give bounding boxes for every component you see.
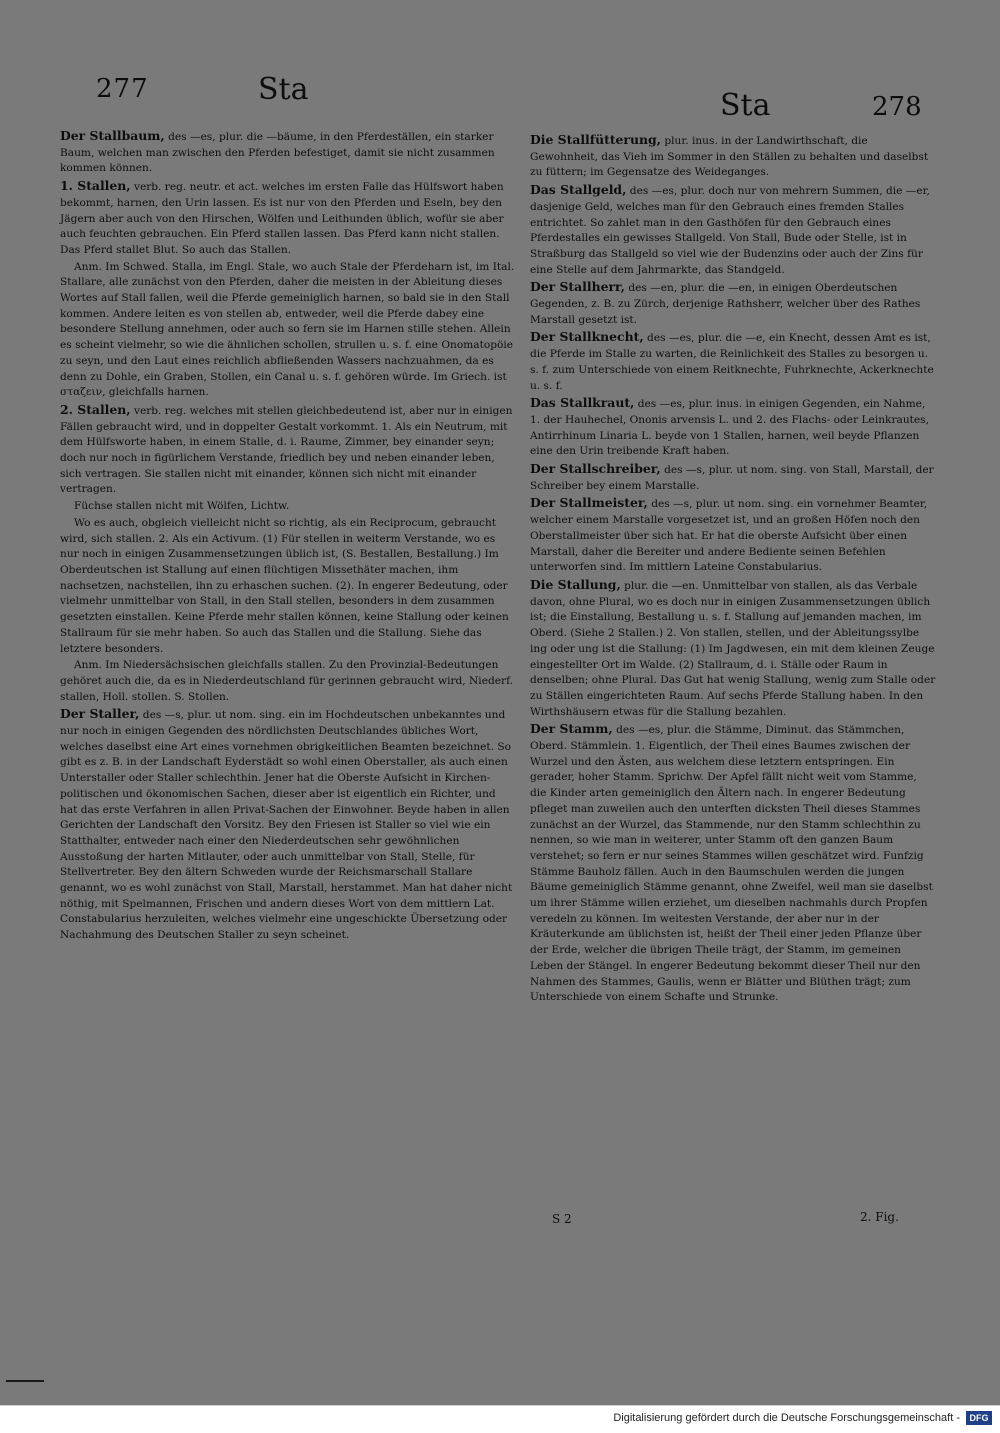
entry-text: des —es, plur. die —e, ein Knecht, dessen Amt es ist, die Pferde im Stalle zu warten, die Reinlichkeit des Stalles zu besorgen u. s. f. zum Unterschiede von einem Reitknechte, Fuhrknechte, Ackerknechte u. s. f. xyxy=(530,332,934,392)
entry-headword: 1. Stallen, xyxy=(60,178,131,194)
left-page-number: 277 xyxy=(96,74,149,104)
entry-text: des —s, plur. ut nom. sing. ein vornehmer Beamter, welcher einem Marstalle vorgesetzet ist, und an großen Höfen noch den Oberstallmeister über sich hat. Er hat die oberste Aufsicht über einen Marstall, daher die Bereiter und andere Bediente seinen Befehlen unterworfen sind. Im mittlern Lateine Constabularius. xyxy=(530,498,928,574)
entry-text: Wo es auch, obgleich vielleicht nicht so richtig, als ein Reciprocum, gebraucht wird, sich stallen. 2. Als ein Activum. (1) Für stellen in weiterm Verstande, wo es nur noch in einigen Zusammensetzungen üblich ist, (S. Bestallen, Bestallung.) Im Oberdeutschen ist Stallung auf einen flüchtigen Missethäter machen, ihm nachsetzen, nachstellen, ihn zu erhaschen suchen. (2). In engerer Bedeutung, oder vielmehr unmittelbar von Stall, in den Stall stellen, besonders in dem zusammen gesetzten einstallen. Keine Pferde mehr stallen können, keine Stallung oder keinen Stallraum für sie mehr haben. So auch das Stallen und die Stallung. Siehe das letztere besonders. xyxy=(60,516,509,655)
entry-headword: Das Stallkraut, xyxy=(530,395,635,411)
dictionary-entry xyxy=(530,495,936,576)
entry-headword: Der Staller, xyxy=(60,706,140,722)
dictionary-entry xyxy=(60,128,516,177)
entry-headword: Der Stamm, xyxy=(530,721,613,737)
entry-text: Füchse stallen nicht mit Wölfen, Lichtw. xyxy=(74,500,290,513)
funding-credit: Digitalisierung gefördert durch die Deutsche Forschungsgemeinschaft - xyxy=(613,1412,960,1424)
entry-text: verb. reg. neutr. et act. welches im ersten Falle das Hülfswort haben bekommt, harnen, den Urin lassen. Es ist nur von den Pferden und Eseln, bey den Jägern aber auch von den Hirschen, Wölfen und Leithunden üblich, wofür sie aber auch feuchten gebrauchen. Ein Pferd stallen lassen. Das Pferd kann nicht stallen. Das Pferd stallet Blut. So auch das Stallen. xyxy=(60,181,504,256)
dictionary-entry xyxy=(60,706,516,944)
margin-mark xyxy=(6,1380,44,1382)
dictionary-entry xyxy=(530,132,936,181)
entry-text: plur. inus. in der Landwirthschaft, die Gewohnheit, das Vieh im Sommer in den Ställen zu behalten und daselbst zu füttern; im Gegensatze des Weideganges. xyxy=(530,135,929,179)
signature-mark: S 2 xyxy=(552,1212,572,1226)
entry-headword: Das Stallgeld, xyxy=(530,182,627,198)
right-running-head: Sta xyxy=(720,88,771,123)
entry-text: des —es, plur. die Stämme, Diminut. das Stämmchen, Oberd. Stämmlein. 1. Eigentlich, der Theil eines Baumes zwischen der Wurzel und den Ästen, aus welchem diese letztern entspringen. Ein gerader, hoher Stamm. Sprichw. Der Apfel fällt nicht weit vom Stamme, die Kinder arten gemeiniglich den Ältern nach. In engerer Bedeutung pfleget man zuweilen auch den unterften dicksten Theil dieses Stammes zunächst an der Wurzel, das Stammende, nur den Stamm schlechthin zu nennen, so wie man in weiterer, unter Stamm oft den ganzen Baum verstehet; so fern er nur seines Stammes willen geschätzet wird. Funfzig Stämme Bauholz fällen. Auch in den Baumschulen werden die jungen Bäume gemeiniglich Stämme genannt, ohne Zweifel, weil man sie daselbst um ihrer Stämme willen erziehet, um dieselben nachmahls durch Propfen veredeln zu können. Im weitesten Verstande, der aber nur in der Kräuterkunde am üblichsten ist, heißt der Theil einer jeden Pflanze über der Erde, welcher die übrigen Theile trägt, der Stamm, im gemeinen Leben der Stängel. In engerer Bedeutung bekommt dieser Theil nur den Nahmen des Stammes, Gaulis, wenn er Blätter und Blüthen trägt; zum Unterschiede von einem Schafte und Strunke. xyxy=(530,724,933,1004)
dictionary-entry xyxy=(60,516,516,657)
entry-headword: Die Stallung, xyxy=(530,576,621,592)
dictionary-entry xyxy=(60,658,516,705)
entry-text: verb. reg. welches mit stellen gleichbedeutend ist, aber nur in einigen Fällen gebraucht wird, und in doppelter Gestalt vorkommt. 1. Als ein Neutrum, mit dem Hülfsworte haben, in einem Stalle, d. i. Raume, Zimmer, bey einander seyn; doch nur noch in figürlichem Verstande, friedlich bey und neben einander leben, sich vertragen. Sie stallen nicht mit einander, können sich nicht mit einander vertragen. xyxy=(60,404,513,496)
dictionary-entry xyxy=(60,260,516,401)
right-page-number: 278 xyxy=(872,92,922,122)
entry-text: des —es, plur. die —bäume, in den Pferdeställen, ein starker Baum, welchen man zwischen den Pferden befestiget, damit sie nicht zusammen kommen können. xyxy=(60,131,495,175)
entry-headword: Der Stallbaum, xyxy=(60,128,165,143)
entry-headword: Die Stallfütterung, xyxy=(530,132,661,147)
dfg-logo: DFG xyxy=(966,1411,992,1425)
dictionary-entry xyxy=(60,178,516,259)
entry-headword: Der Stallschreiber, xyxy=(530,461,661,477)
entry-text: Anm. Im Schwed. Stalla, im Engl. Stale, wo auch Stale der Pferdeharn ist, im Ital. Stallare, alle zunächst von den Pferden, daher die meisten in der Ableitung dieses Wortes auf Stall fallen, weil die Pferde gemeiniglich harnen, so bald sie in den Stall kommen. Andere leiten es von stellen ab, entweder, weil die Pferde dabey eine besondere Stellung annehmen, oder auch so fern sie im Harnen stille stehen. Allein es scheint vielmehr, so wie die ähnlichen schollen, strullen u. s. f. eine Onomatopöie zu seyn, und den Laut eines reichlich abfließenden Wassers nachzuahmen, da es denn zu Dohle, ein Graben, Stollen, ein Canal u. s. f. gehören würde. Im Griech. ist σταζειν, gleichfalls harnen. xyxy=(60,260,515,399)
dictionary-entry xyxy=(530,329,936,394)
left-column xyxy=(60,128,516,944)
entry-headword: Der Stallherr, xyxy=(530,279,625,295)
entry-text: Anm. Im Niedersächsischen gleichfalls stallen. Zu den Provinzial-Bedeutungen gehöret auch die, da es in Niederdeutschland für gerinnen gebraucht wird, Niederf. stallen, Holl. stollen. S. Stollen. xyxy=(60,659,513,703)
right-column xyxy=(530,132,936,1006)
entry-text: plur. die —en. Unmittelbar von stallen, als das Verbale davon, ohne Plural, wo es doch nur in einigen Zusammensetzungen üblich ist; die Einstallung, Bestallung u. s. f. Stallung auf jemanden machen, im Oberd. (Siehe 2 Stallen.) 2. Von stallen, stellen, und der Ableitungssylbe ing oder ung ist die Stallung: (1) Im Jagdwesen, ein mit dem kleinen Zeuge eingestellter Ort im Walde. (2) Stallraum, d. i. Ställe oder Raum in denselben; ohne Plural. Das Gut hat wenig Stallung, wenig zum Stalle oder zu Ställen eingerichteten Raum. Auf sechs Pferde Stallung haben. In den Wirthshäusern etwas für die Stallung bezahlen. xyxy=(530,579,936,718)
entry-headword: Der Stallmeister, xyxy=(530,495,648,511)
entry-text: des —en, plur. die —en, in einigen Oberdeutschen Gegenden, z. B. zu Zürch, derjenige Rathsherr, welcher über des Rathes Marstall gesetzt ist. xyxy=(530,282,921,326)
dictionary-entry xyxy=(530,279,936,328)
entry-text: des —es, plur. inus. in einigen Gegenden, ein Nahme, 1. der Hauhechel, Ononis arvensis L. und 2. des Flachs- oder Leinkrautes, Antirrhinum Linaria L. beyde von 1 Stallen, harnen, weil beyde Pflanzen eine den Urin treibende Kraft haben. xyxy=(530,398,929,458)
entry-headword: Der Stallknecht, xyxy=(530,329,644,345)
entry-text: des —s, plur. ut nom. sing. von Stall, Marstall, der Schreiber bey einem Marstalle. xyxy=(530,464,934,492)
dictionary-entry xyxy=(530,577,936,720)
entry-headword: 2. Stallen, xyxy=(60,401,131,417)
entry-text: des —s, plur. ut nom. sing. ein im Hochdeutschen unbekanntes und nur noch in einigen Gegenden des nördlichsten Deutschlandes übliches Wort, welches daselbst eine Art eines vornehmen obrigkeitlichen Beamten bezeichnet. So gibt es z. B. in der Landschaft Eyderstädt so wohl einen Oberstaller, als auch einen Unterstaller oder Staller schlechthin. Jener hat die Oberste Aufsicht in Kirchen- politischen und ökonomischen Sachen, dieser aber ist eigentlich ein Richter, und hat das erste Verfahren in allen Privat-Sachen der Einwohner. Beyde haben in allen Gerichten der Landschaft den Vorsitz. Bey den Friesen ist Staller so viel wie ein Statthalter, entweder nach einer den Niederdeutschen sehr gewöhnlichen Ausstoßung der harten Mitlauter, oder auch unmittelbar von Stall, Stelle, für Stellvertreter. Bey den ältern Schweden wurde der Reichsmarschall Stallare genannt, wo es wohl zunächst von Stall, Marstall, herstammet. Man hat daher nicht nöthig, mit Spelmannen, Frischen und andern dieses Wort von dem mittlern Lat. Constabularius herzuleiten, welches vielmehr eine ungeschickte Übersetzung oder Nachahmung des Deutschen Staller zu seyn scheinet. xyxy=(60,709,513,942)
dictionary-entry xyxy=(530,721,936,1006)
dictionary-entry xyxy=(60,499,516,515)
entry-text: des —es, plur. doch nur von mehrern Summen, die —er, dasjenige Geld, welches man für den Gebrauch eines fremden Stalles entrichtet. So zahlet man in den Gasthöfen für den Gebrauch eines Pferdestalles ein gewisses Stallgeld. Von Stall, Bude oder Stelle, ist in Straßburg das Stallgeld so viel wie der Budenzins oder auch der Zins für eine Stelle auf dem Jahrmarkte, das Standgeld. xyxy=(530,185,930,276)
dictionary-entry xyxy=(530,461,936,494)
footer-bar xyxy=(0,1405,1000,1433)
dictionary-entry xyxy=(530,182,936,278)
dictionary-entry xyxy=(60,402,516,498)
catchword: 2. Fig. xyxy=(860,1210,899,1224)
left-running-head: Sta xyxy=(258,72,309,107)
dictionary-entry xyxy=(530,395,936,460)
